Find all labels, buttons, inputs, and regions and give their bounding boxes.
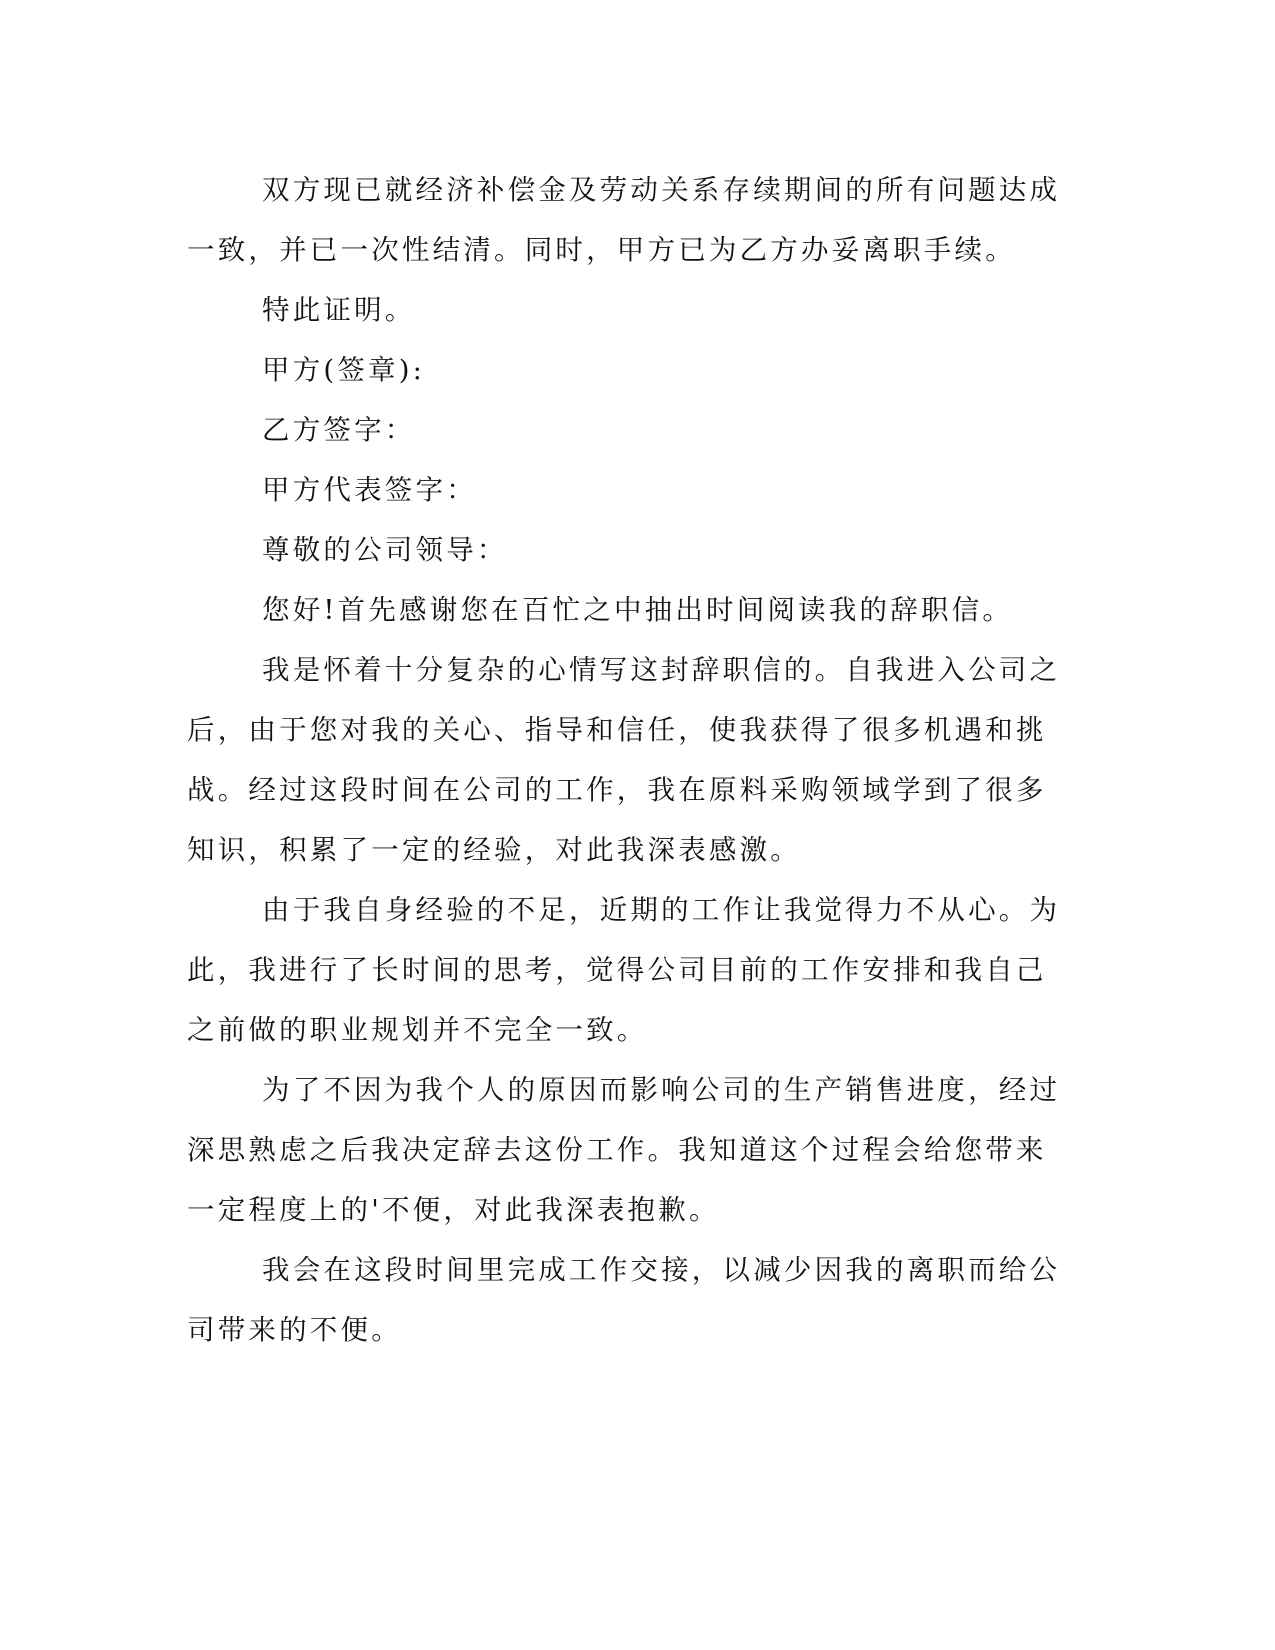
paragraph-party-a-representative: 甲方代表签字： (262, 474, 477, 506)
paragraph-party-a-seal: 甲方(签章): (262, 354, 426, 386)
paragraph-handover: 我会在这段时间里完成工作交接，以减少因我的离职而给公司带来的不便。 (187, 1254, 1061, 1346)
paragraph-salutation: 尊敬的公司领导： (262, 534, 508, 566)
paragraph-settlement: 双方现已就经济补偿金及劳动关系存续期间的所有问题达成一致，并已一次性结清。同时，甲方已为乙方办妥离职手续。 (187, 174, 1061, 266)
paragraph-gratitude: 我是怀着十分复杂的心情写这封辞职信的。自我进入公司之后，由于您对我的关心、指导和信任，使我获得了很多机遇和挑战。经过这段时间在公司的工作，我在原料采购领域学到了很多知识，积累了一定的经验，对此我深表感激。 (187, 654, 1061, 866)
document-body (187, 160, 1067, 1360)
paragraph-reason: 由于我自身经验的不足，近期的工作让我觉得力不从心。为此，我进行了长时间的思考，觉得公司目前的工作安排和我自己之前做的职业规划并不完全一致。 (187, 894, 1061, 1046)
paragraph-certification: 特此证明。 (262, 294, 416, 326)
paragraph-decision: 为了不因为我个人的原因而影响公司的生产销售进度，经过深思熟虑之后我决定辞去这份工作。我知道这个过程会给您带来一定程度上的'不便，对此我深表抱歉。 (187, 1074, 1061, 1226)
paragraph-greeting: 您好!首先感谢您在百忙之中抽出时间阅读我的辞职信。 (262, 594, 1014, 626)
paragraph-party-b-signature: 乙方签字： (262, 414, 416, 446)
